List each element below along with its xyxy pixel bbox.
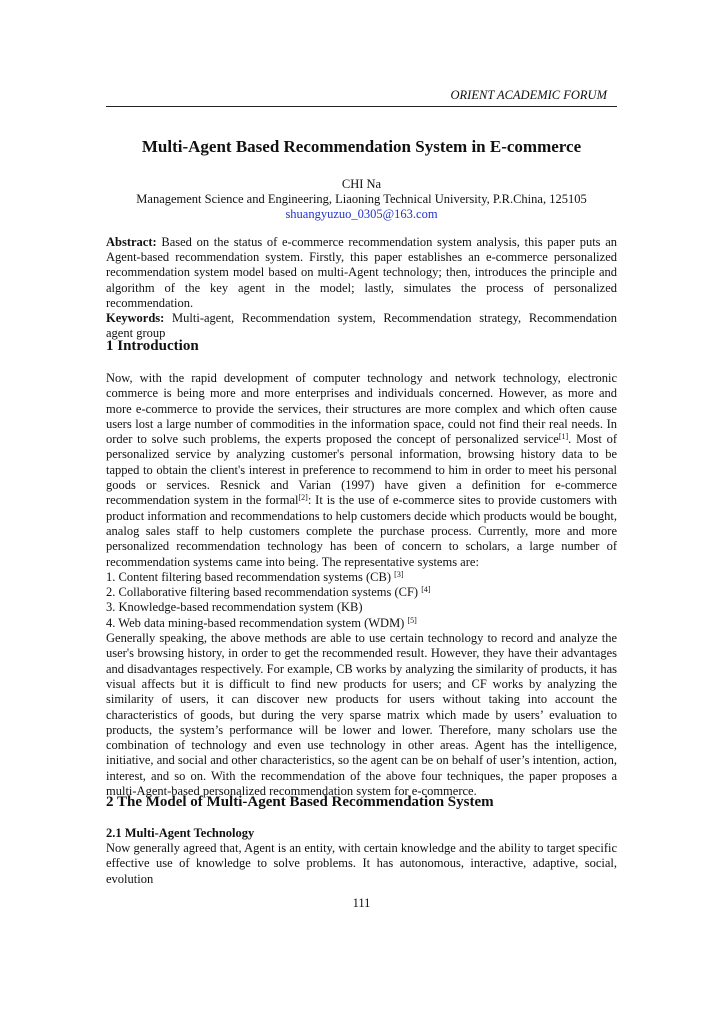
author-email-link[interactable]: shuangyuzuo_0305@163.com [285,207,438,221]
intro-text-c: : It is the use of e-commerce sites to provide customers with product information and recommendations to help customers decide which products would be bought, analog sales staff to help customers complete the purchase process. Currently, more and more personalized recommendation technology has been of concern to scholars, a large number of recommendation systems came into being. The representative systems are: [106,493,617,569]
section-heading-model: 2 The Model of Multi-Agent Based Recommendation System [106,794,494,810]
abstract-paragraph [106,235,617,311]
citation-ref-1: [1] [558,432,569,442]
citation-ref-4: [4] [421,585,431,595]
list-item [106,585,617,600]
citation-ref-3: [3] [394,569,404,579]
intro-text-a: Now, with the rapid development of computer technology and network technology, electronic commerce is being more and more enterprises and individuals concerned. However, as more and more e-commerce to provide the services, their structures are more complex and which often cause users lost a large number of commodities in the information space, could not find their real needs. In order to solve such problems, the experts proposed the concept of personalized service [106,371,617,447]
list-item-text: 1. Content filtering based recommendation systems (CB) [106,569,395,584]
intro-text-b: . Most of personalized service by analyzing customer's personal information, browsing history data to be tapped to obtain the client's interest in preference to recommend to him in order to meet his personal goods or services. Resnick and Varian (1997) have given a definition for e-commerce recommendation system in the formal [106,432,617,508]
abstract-text: Based on the status of e-commerce recommendation system analysis, this paper puts an Agent-based recommendation system. Firstly, this paper establishes an e-commerce personalized recommendation system model based on multi-Agent technology; then, introduces the principle and algorithm of the key agent in the model; lastly, simulates the process of personalized recommendation. [106,235,618,310]
section2-body [106,841,617,887]
author-affiliation: Management Science and Engineering, Liaoning Technical University, P.R.China, 125105 [136,192,587,206]
list-item-text: 2. Collaborative filtering based recommendation systems (CF) [106,585,422,600]
intro-paragraph-1 [106,371,617,570]
abstract-block [106,235,617,341]
keywords-text: Multi-agent, Recommendation system, Recommendation strategy, Recommendation agent group [106,311,617,341]
list-item [106,570,617,585]
citation-ref-5: [5] [407,615,417,625]
list-item [106,616,617,631]
author-name: CHI Na [341,177,382,191]
keywords-paragraph [106,311,617,341]
paper-title: Multi-Agent Based Recommendation System in E-commerce [141,137,582,156]
keywords-label: Keywords: [106,311,165,326]
section2-paragraph-1: Now generally agreed that, Agent is an entity, with certain knowledge and the ability to target specific effective use of knowledge to solve problems. It has autonomous, interactive, adaptive, social, evolution [106,841,617,886]
list-item-text: 3. Knowledge-based recommendation system (KB) [106,600,363,615]
subsection-heading-multi-agent: 2.1 Multi-Agent Technology [106,826,255,840]
author-block [106,177,617,222]
intro-paragraph-2: Generally speaking, the above methods are able to use certain technology to record and analyze the user's browsing history, in order to get the recommended result. However, they have their advantages and disadvantages respectively. For example, CB works by analyzing the similarity of products, it has visual affects but it is difficult to find new products for users; and CF works by analyzing the similarity of users, it can discover new products for users without taking into account the characteristics of goods, but during the very sparse matrix which made by users’ evaluation to products, the system’s performance will be lower and lower. Therefore, many scholars use the combination of technology and even use technology in other areas. Agent has the intelligence, initiative, and social and other characteristics, so the agent can be on behalf of user’s intention, action, interest, and so on. With the recommendation of the above four techniques, the paper proposes a multi-Agent-based personalized recommendation system for e-commerce. [106,631,617,799]
header-divider [106,106,617,107]
citation-ref-2: [2] [298,493,308,503]
abstract-label: Abstract: [106,235,157,249]
list-item [106,600,617,615]
running-header: ORIENT ACADEMIC FORUM [450,88,607,102]
section-heading-introduction: 1 Introduction [106,338,199,354]
introduction-body [106,371,617,799]
page-number: 111 [352,896,371,910]
list-item-text: 4. Web data mining-based recommendation system (WDM) [106,615,408,630]
